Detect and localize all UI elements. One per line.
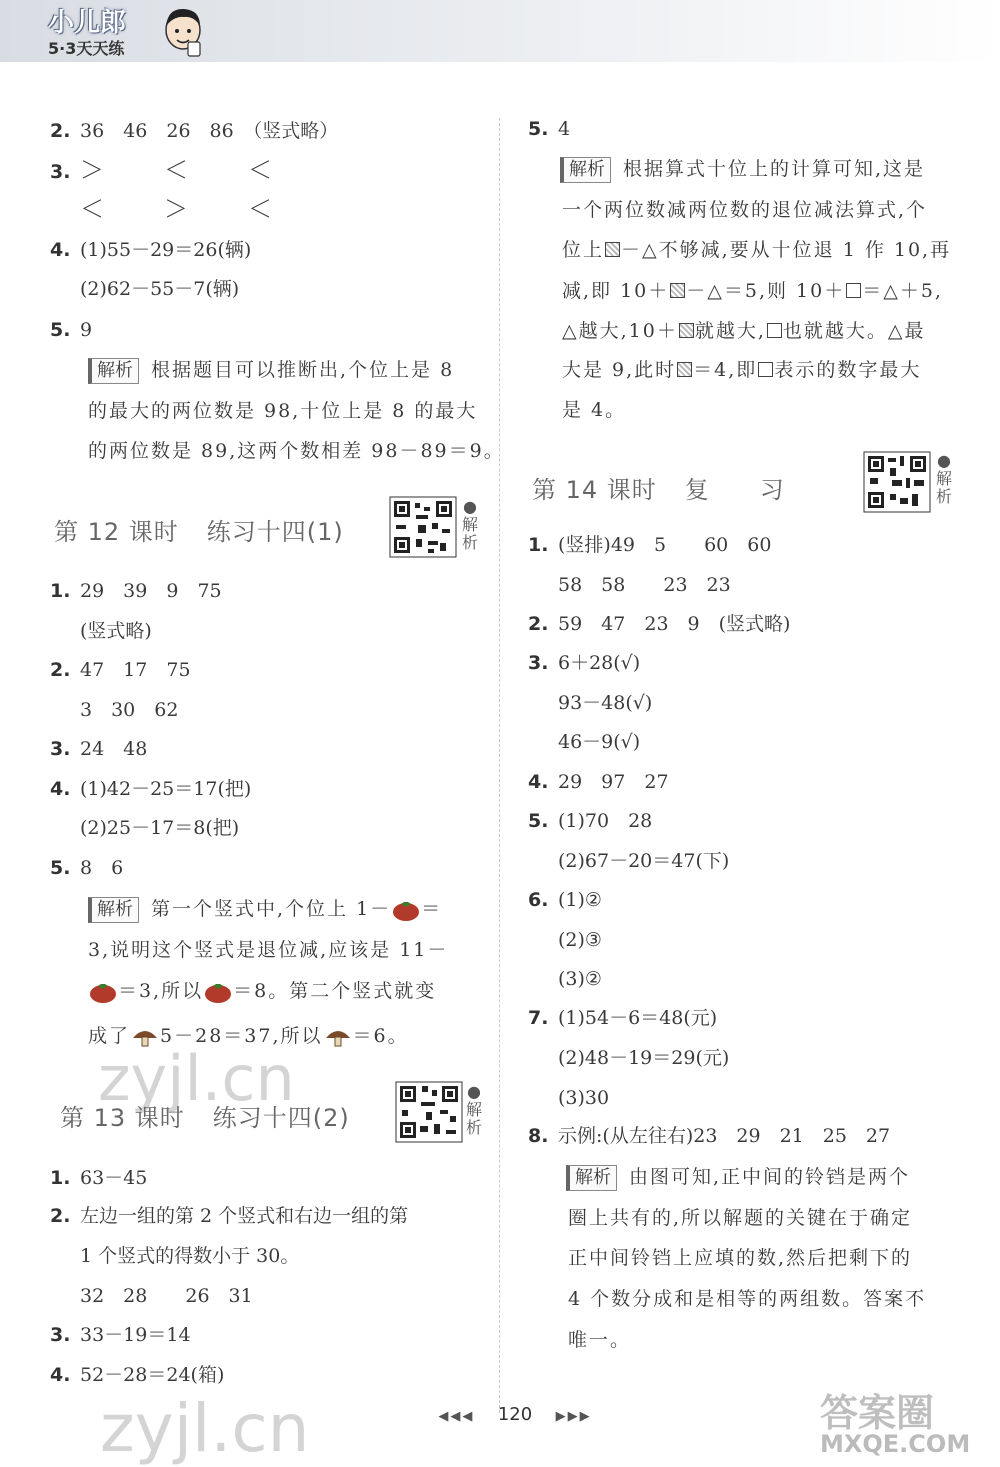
answer-line: 46－9(√)	[558, 731, 641, 753]
answer-line: 5. 8 6	[50, 857, 124, 879]
answer-line: 2. 59 47 23 9 (竖式略)	[528, 613, 791, 635]
watermark-site: MXQE.COM	[820, 1430, 971, 1458]
answer-line: 5. 9	[50, 319, 93, 341]
explanation-tag: 解析	[566, 1165, 617, 1191]
hatched-box-icon	[677, 362, 692, 377]
answer-line: 32 28 26 31	[80, 1285, 253, 1307]
answer-line: 4. (1)42－25＝17(把)	[50, 778, 252, 800]
box-icon	[846, 283, 861, 298]
explanation-line: 减,即 10＋ －△＝5,则 10＋ ＝△＋5,	[562, 280, 943, 302]
column-divider	[499, 118, 500, 1413]
answer-line: 1. 29 39 9 75	[50, 580, 222, 602]
next-arrows-icon[interactable]: ▶▶▶	[555, 1409, 592, 1424]
explanation-line: 成了 5－28＝37,所以 ＝6。	[88, 1025, 409, 1047]
hatched-box-icon	[670, 283, 685, 298]
section-title-12: 第 12 课时 练习十四(1)	[54, 518, 344, 546]
answer-line: 4. 29 97 27	[528, 771, 669, 793]
answer-line: (3)30	[558, 1087, 610, 1109]
explanation-line: 的两位数是 89,这两个数相差 98－89＝9。	[88, 440, 505, 462]
watermark-brand-text: 答案圈	[820, 1391, 935, 1435]
answer-line: 3 30 62	[80, 699, 179, 721]
answer-line: (2)③	[558, 929, 602, 951]
section-title-13: 第 13 课时 练习十四(2)	[60, 1104, 350, 1132]
answer-line: 6. (1)②	[528, 889, 602, 911]
box-icon	[758, 362, 773, 377]
explanation-line: 3,说明这个竖式是退位减,应该是 11－	[88, 939, 449, 961]
explanation-line: 是 4。	[562, 399, 627, 421]
explanation-line: 一个两位数减两位数的退位减法算式,个	[562, 199, 928, 221]
page-number: 120	[497, 1404, 533, 1425]
answer-line: 2. 47 17 75	[50, 659, 191, 681]
watermark: zyjl.cn	[98, 1042, 295, 1115]
explanation-line: 位上 －△不够减,要从十位退 1 作 10,再	[562, 239, 952, 261]
explanation-line: ＝3,所以 ＝8。第二个竖式就变	[88, 978, 436, 1004]
explanation-tag: 解析	[88, 897, 139, 923]
answer-line: 1 个竖式的得数小于 30。	[80, 1245, 300, 1267]
hatched-box-icon	[605, 242, 620, 257]
answer-line: ＜ ＞ ＜	[80, 195, 290, 223]
answer-line: 2. 36 46 26 86 （竖式略）	[50, 120, 339, 142]
answer-line: (竖式略)	[80, 620, 152, 642]
answer-line: 3. ＞ ＜ ＜	[50, 156, 290, 184]
explanation-line: 4 个数分成和是相等的两组数。答案不	[568, 1288, 927, 1310]
answer-line: 3. 24 48	[50, 738, 148, 760]
answer-line: 58 58 23 23	[558, 574, 731, 596]
answer-line: 5. 4	[528, 118, 571, 140]
qr-label: ● 解析	[935, 451, 952, 506]
answer-line: (3)②	[558, 968, 602, 990]
explanation-block: 解析 根据算式十位上的计算可知,这是	[560, 156, 925, 183]
explanation-block: 解析 根据题目可以推断出,个位上是 8	[88, 357, 454, 384]
explanation-block: 解析 由图可知,正中间的铃铛是两个	[566, 1164, 910, 1191]
answer-line: 2. 左边一组的第 2 个竖式和右边一组的第	[50, 1205, 409, 1227]
section-title-14: 第 14 课时 复 习	[532, 476, 785, 504]
answer-line: 3. 6＋28(√)	[528, 652, 641, 674]
answer-line: 4. 52－28＝24(箱)	[50, 1364, 225, 1386]
watermark: zyjl.cn	[100, 1390, 310, 1467]
explanation-line: 正中间铃铛上应填的数,然后把剩下的	[568, 1247, 913, 1269]
explanation-line: 的最大的两位数是 98,十位上是 8 的最大	[88, 400, 478, 422]
answer-line: 1. (竖排)49 5 60 60	[528, 534, 772, 556]
brand-title: 小儿郎	[48, 8, 127, 38]
explanation-tag: 解析	[560, 157, 611, 183]
answer-line: (2)62－55－7(辆)	[80, 278, 240, 300]
brand-subtitle: 5·3天天练	[48, 39, 125, 58]
answer-line: (2)25－17＝8(把)	[80, 817, 240, 839]
answer-line: 8. 示例:(从左往右)23 29 21 25 27	[528, 1125, 891, 1147]
watermark-brand	[820, 1382, 990, 1462]
tomato-icon	[203, 981, 233, 1003]
qr-code-icon[interactable]	[388, 495, 458, 559]
prev-arrows-icon[interactable]: ◀◀◀	[438, 1409, 475, 1424]
hatched-box-icon	[679, 323, 694, 338]
mushroom-icon	[323, 1026, 353, 1048]
answer-line: (2)67－20＝47(下)	[558, 850, 730, 872]
explanation-line: 唯一。	[568, 1329, 632, 1351]
answer-line: 7. (1)54－6＝48(元)	[528, 1007, 718, 1029]
qr-code-icon[interactable]	[394, 1080, 464, 1144]
explanation-line: 大是 9,此时 ＝4,即 表示的数字最大	[562, 359, 922, 381]
qr-code-icon[interactable]	[862, 450, 932, 514]
qr-label: ● 解析	[465, 1082, 482, 1137]
explanation-line: △越大,10＋ 就越大, 也就越大。△最	[562, 320, 926, 342]
mascot-boy-icon	[158, 4, 208, 58]
explanation-line: 圈上共有的,所以解题的关键在于确定	[568, 1207, 913, 1229]
tomato-icon	[88, 981, 118, 1003]
answer-line: 5. (1)70 28	[528, 810, 653, 832]
explanation-block: 解析 第一个竖式中,个位上 1－ ＝	[88, 896, 442, 923]
answer-line: (2)48－19＝29(元)	[558, 1047, 730, 1069]
answer-line: 4. (1)55－29＝26(辆)	[50, 239, 252, 261]
qr-label: ● 解析	[461, 497, 478, 552]
tomato-icon	[391, 899, 421, 921]
answer-line: 93－48(√)	[558, 692, 653, 714]
answer-line: 3. 33－19＝14	[50, 1324, 191, 1346]
answer-line: 1. 63－45	[50, 1167, 148, 1189]
box-icon	[767, 323, 782, 338]
page-navigation	[430, 1404, 600, 1425]
explanation-tag: 解析	[88, 358, 139, 384]
brand-logo	[40, 2, 210, 60]
